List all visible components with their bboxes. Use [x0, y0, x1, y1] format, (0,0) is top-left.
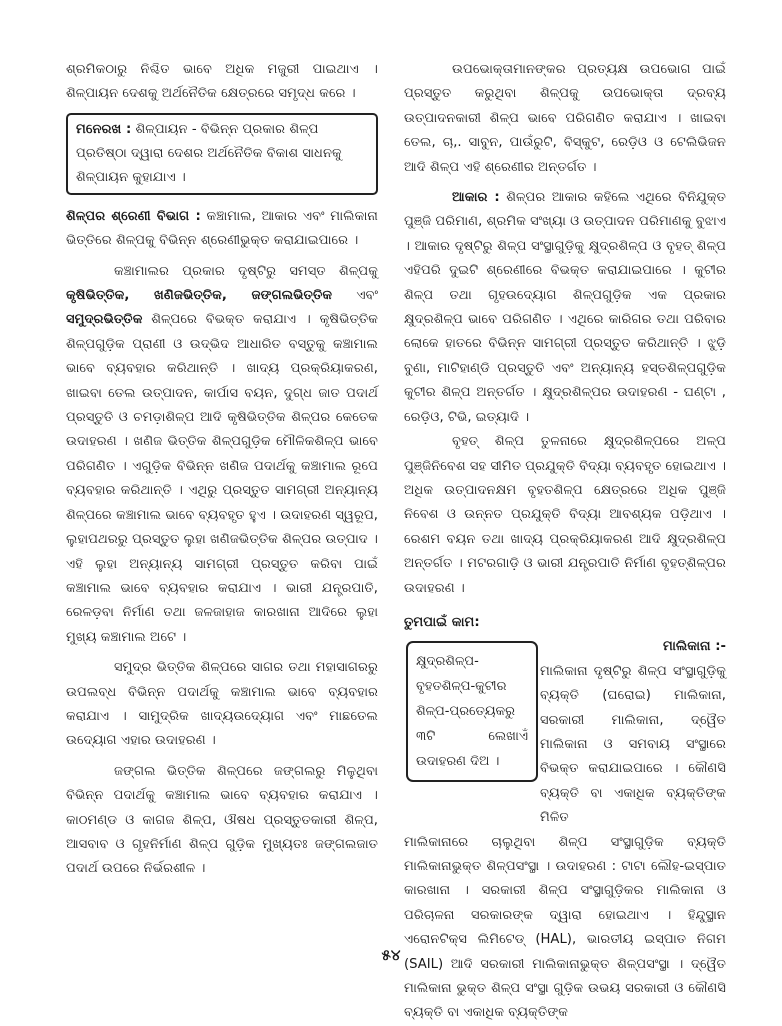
section-intro-text: କଞ୍ଚାମାଲ, ଆକାର ଏବଂ ମାଲିକାନା ଭିତ୍ତିରେ ଶିଳ୍ପକୁ ବିଭିନ୍ନ ଶ୍ରେଣୀଭୁକ୍ତ କରାଯାଇପାରେ ।	[66, 208, 378, 249]
size-text: ଶିଳ୍ପର ଆକାର କହିଲେ ଏଥିରେ ବିନିଯୁକ୍ତ ପୁଞ୍ଜି ପରିମାଣ, ଶ୍ରମିକ ସଂଖ୍ୟା ଓ ଉତ୍ପାଦନ ପରିମାଣକୁ ବୁଝାଏ । ଆକାର ଦୃଷ୍ଟିରୁ ଶିଳ୍ପ ସଂସ୍ଥାଗୁଡ଼ିକୁ କ୍ଷୁଦ୍ରଶିଳ୍ପ ଓ ବୃହତ୍ ଶିଳ୍ପ ଏହିପରି ଦୁଇଟି ଶ୍ରେଣୀରେ ବିଭକ୍ତ କରାଯାଇପାରେ । କୁଟୀର ଶିଳ୍ପ ତଥା ଗୃହଉଦ୍ୟୋଗ ଶିଳ୍ପଗୁଡ଼ିକ ଏକ ପ୍ରକାର କ୍ଷୁଦ୍ରଶିଳ୍ପ ଭାବେ ପରିଗଣିତ । ଏଥିରେ କାରିଗର ତଥା ପରିବାର ଲୋକେ ହାତରେ ବିଭିନ୍ନ ସାମଗ୍ରୀ ପ୍ରସ୍ତୁତ କରିଥାନ୍ତି । ଝୁଡ଼ି ବୁଣା, ମାଟିହାଣ୍ଡି ପ୍ରସ୍ତୁତି ଏବଂ ଅନ୍ୟାନ୍ୟ ହସ୍ତଶିଳ୍ପଗୁଡ଼ିକ କୁଟୀର ଶିଳ୍ପ ଅନ୍ତର୍ଗତ । କ୍ଷୁଦ୍ରଶିଳ୍ପର ଉଦାହରଣ - ଘଣ୍ଟା , ରେଡ଼ିଓ, ଟିଭି, ଇତ୍ୟାଦି ।	[404, 190, 726, 425]
marine-industry-paragraph: ସମୁଦ୍ର ଭିତ୍ତିକ ଶିଳ୍ପରେ ସାଗର ତଥା ମହାସାଗରରୁ ଉପଲବ୍ଧ ବିଭିନ୍ନ ପଦାର୍ଥକୁ କଞ୍ଚାମାଲ ଭାବେ ବ୍ୟବହାର କରାଯାଏ । ସାମୁଦ୍ରିକ ଖାଦ୍ୟଉଦ୍ୟୋଗ ଏବଂ ମାଛତେଲ ଉଦ୍ୟୋଗ ଏହାର ଉଦାହରଣ ।	[66, 660, 378, 749]
classification-paragraph	[66, 205, 378, 254]
section-heading: ଶିଳ୍ପର ଶ୍ରେଣୀ ବିଭାଗ :	[66, 208, 201, 224]
raw-material-text-start: କଞ୍ଚାମାଲର ପ୍ରକାର ଦୃଷ୍ଟିରୁ ସମସ୍ତ ଶିଳ୍ପକୁ	[114, 263, 378, 279]
page-number: ୫୪	[381, 946, 401, 964]
category-terms-bold: କୃଷିଭିତ୍ତିକ, ଖଣିଜଭିତ୍ତିକ, ଜଙ୍ଗଲଭିତ୍ତିକ	[66, 288, 333, 304]
consumer-goods-paragraph: ଉପଭୋକ୍ତାମାନଙ୍କର ପ୍ରତ୍ୟକ୍ଷ ଉପଭୋଗ ପାଇଁ ପ୍ରସ୍ତୁତ କରୁଥିବା ଶିଳ୍ପକୁ ଉପଭୋକ୍ତା ଦ୍ରବ୍ୟ ଉତ୍ପାଦନକାରୀ ଶିଳ୍ପ ଭାବେ ପରିଗଣିତ କରାଯାଏ । ଖାଇବା ତେଲ, ଚା,. ସାବୁନ, ପାଉଁରୁଟି, ବିସ୍କୁଟ, ରେଡ଼ିଓ ଓ ଟେଲିଭିଜନ ଆଦି ଶିଳ୍ପ ଏହି ଶ୍ରେଣୀର ଅନ୍ତର୍ଗତ ।	[404, 62, 726, 175]
remember-text: ଶିଳ୍ପାୟନ - ବିଭିନ୍ନ ପ୍ରକାର ଶିଳ୍ପ ପ୍ରତିଷ୍ଠା ଦ୍ୱାରା ଦେଶର ଅର୍ଥନୈତିକ ବିକାଶ ସାଧନକୁ ଶିଳ୍ପାୟନ କୁହାଯାଏ ।	[76, 121, 342, 185]
left-paragraph-intro: ଶ୍ରମିକଠାରୁ ନିଶ୍ଚିତ ଭାବେ ଅଧିକ ମଜୁରୀ ପାଇଥାଏ । ଶିଳ୍ପାୟନ ଦେଶକୁ ଅର୍ଥନୈତିକ କ୍ଷେତ୍ରରେ ସମୃଦ୍ଧ କରେ ।	[66, 62, 378, 102]
remember-label: ମନେରଖ :	[76, 121, 132, 137]
ownership-text-part1: ମାଲିକାନା ଦୃଷ୍ଟିରୁ ଶିଳ୍ପ ସଂସ୍ଥାଗୁଡ଼ିକୁ ବ୍ୟକ୍ତି (ଘରୋଇ) ମାଲିକାନା, ସରକାରୀ ମାଲିକାନା, ଦ୍ୱୈତ ମାଲିକାନା ଓ ସମବାୟ ସଂସ୍ଥାରେ ବିଭକ୍ତ କରାଯାଇପାରେ । କୌଣସି ବ୍ୟକ୍ତି ବା ଏକାଧିକ ବ୍ୟକ୍ତିଙ୍କ ମିଳିତ	[540, 663, 726, 826]
ownership-section	[404, 635, 726, 1026]
remember-box	[66, 113, 378, 195]
large-industry-paragraph: ବୃହତ୍ ଶିଳ୍ପ ତୁଳନାରେ କ୍ଷୁଦ୍ରଶିଳ୍ପରେ ଅଳ୍ପ ପୁଞ୍ଜିନିବେଶ ସହ ସୀମିତ ପ୍ରଯୁକ୍ତି ବିଦ୍ୟା ବ୍ୟବହୃତ ହୋଇଥାଏ । ଅଧିକ ଉତ୍ପାଦନକ୍ଷମ ବୃହତଶିଳ୍ପ କ୍ଷେତ୍ରରେ ଅଧିକ ପୁଞ୍ଜି ନିବେଶ ଓ ଉନ୍ନତ ପ୍ରଯୁକ୍ତି ବିଦ୍ୟା ଆବଶ୍ୟକ ପଡ଼ିଥାଏ । ରେଶମ ବୟନ ତଥା ଖାଦ୍ୟ ପ୍ରକ୍ରିୟାକରଣ ଆଦି କ୍ଷୁଦ୍ରଶିଳ୍ପ ଅନ୍ତର୍ଗତ । ମଟରଗାଡ଼ି ଓ ଭାରୀ ଯନ୍ତ୍ରପାତି ନିର୍ମାଣ ବୃହତ୍ଶିଳ୍ପର ଉଦାହରଣ ।	[404, 434, 726, 596]
ownership-text-part2: ମାଲିକାନାରେ ଚାଲୁଥିବା ଶିଳ୍ପ ସଂସ୍ଥାଗୁଡ଼ିକ ବ୍ୟକ୍ତି ମାଲିକାନାଭୁକ୍ତ ଶିଳ୍ପସଂସ୍ଥା । ଉଦାହରଣ : ଟାଟା ଲୌହ-ଇସ୍ପାତ କାରଖାନା । ସରକାରୀ ଶିଳ୍ପ ସଂସ୍ଥାଗୁଡ଼ିକର ମାଲିକାନା ଓ ପରିଚାଳନା ସରକାରଙ୍କ ଦ୍ୱାରା ହୋଇଥାଏ । ହିନ୍ଦୁସ୍ଥାନ ଏରୋନଟିକ୍ସ ଲିମିଟେଡ୍ (HAL), ଭାରତୀୟ ଇସ୍ପାତ ନିଗମ (SAIL) ଆଦି ସରକାରୀ ମାଲିକାନାଭୁକ୍ତ ଶିଳ୍ପସଂସ୍ଥା । ଦ୍ୱୈତ ମାଲିକାନା ଭୁକ୍ତ ଶିଳ୍ପ ସଂସ୍ଥା ଗୁଡ଼ିକ ଉଭୟ ସରକାରୀ ଓ କୌଣସି ବ୍ୟକ୍ତି ବା ଏକାଧିକ ବ୍ୟକ୍ତିଙ୍କ	[404, 834, 726, 1021]
task-box: କ୍ଷୁଦ୍ରଶିଳ୍ପ- ବୃହତଶିଳ୍ପ-କୁଟୀର ଶିଳ୍ପ-ପ୍ରତ୍ୟେକରୁ ୩ଟି ଲେଖାଏଁ ଉଦାହରଣ ଦିଅ ।	[406, 641, 538, 782]
left-column	[66, 58, 378, 882]
task-heading: ତୁମପାଇଁ କାମ:	[404, 614, 480, 630]
marine-term-bold: ସମୁଦ୍ରଭିତ୍ତିକ	[66, 312, 143, 328]
size-paragraph	[404, 186, 726, 430]
conjunction-text: ଏବଂ	[356, 288, 378, 304]
right-column	[404, 58, 726, 1026]
size-heading: ଆକାର :	[452, 190, 500, 206]
forest-industry-paragraph: ଜଙ୍ଗଲ ଭିତ୍ତିକ ଶିଳ୍ପରେ ଜଙ୍ଗଲରୁ ମିଳୁଥିବା ବିଭିନ୍ନ ପଦାର୍ଥକୁ କଞ୍ଚାମାଲ ଭାବେ ବ୍ୟବହାର କରାଯାଏ । କାଠମଣ୍ଡ ଓ କାଗଜ ଶିଳ୍ପ, ଔଷଧ ପ୍ରସ୍ତୁତକାରୀ ଶିଳ୍ପ, ଆସବାବ ଓ ଗୃହନିର୍ମାଣ ଶିଳ୍ପ ଗୁଡ଼ିକ ମୁଖ୍ୟତଃ ଜଙ୍ଗଲଜାତ ପଦାର୍ଥ ଉପରେ ନିର୍ଭରଶୀଳ ।	[66, 763, 378, 877]
ownership-heading: ମାଲିକାନା :-	[662, 639, 726, 655]
ownership-text-beside-box	[540, 635, 726, 830]
raw-material-paragraph	[66, 260, 378, 651]
raw-material-text-rest: ଶିଳ୍ପରେ ବିଭକ୍ତ କରାଯାଏ । କୃଷିଭିତ୍ତିକ ଶିଳ୍ପଗୁଡ଼ିକ ପ୍ରାଣୀ ଓ ଉଦ୍ଭିଦ ଆଧାରିତ ବସ୍ତୁକୁ କଞ୍ଚାମାଲ ଭାବେ ବ୍ୟବହାର କରିଥାନ୍ତି । ଖାଦ୍ୟ ପ୍ରକ୍ରିୟାକରଣ, ଖାଇବା ତେଲ ଉତ୍ପାଦନ, କାର୍ପାସ ବୟନ, ଦୁଗ୍ଧ ଜାତ ପଦାର୍ଥ ପ୍ରସ୍ତୁତି ଓ ଚମଡ଼ାଶିଳ୍ପ ଆଦି କୃଷିଭିତ୍ତିକ ଶିଳ୍ପର କେତେକ ଉଦାହରଣ । ଖଣିଜ ଭିତ୍ତିକ ଶିଳ୍ପଗୁଡ଼ିକ ମୌଳିକଶିଳ୍ପ ଭାବେ ପରିଗଣିତ । ଏଗୁଡ଼ିକ ବିଭିନ୍ନ ଖଣିଜ ପଦାର୍ଥକୁ କଞ୍ଚାମାଲ ରୂପେ ବ୍ୟବହାର କରିଥାନ୍ତି । ଏଥିରୁ ପ୍ରସ୍ତୁତ ସାମଗ୍ରୀ ଅନ୍ୟାନ୍ୟ ଶିଳ୍ପରେ କଞ୍ଚାମାଲ ଭାବେ ବ୍ୟବହୃତ ହୁଏ । ଉଦାହରଣ ସ୍ୱରୂପ, ଲୁହାପଥରରୁ ପ୍ରସ୍ତୁତ ଲୁହା ଖଣିଜଭିତ୍ତିକ ଶିଳ୍ପର ଉତ୍ପାଦ । ଏହି ଲୁହା ଅନ୍ୟାନ୍ୟ ସାମଗ୍ରୀ ପ୍ରସ୍ତୁତ କରିବା ପାଇଁ କଞ୍ଚାମାଲ ଭାବେ ବ୍ୟବହାର କରାଯାଏ । ଭାରୀ ଯନ୍ତ୍ରପାତି, ରେଳଡ଼ବା ନିର୍ମାଣ ତଥା ଜଳଜାହାଜ କାରଖାନା ଆଦିରେ ଲୁହା ମୁଖ୍ୟ କଞ୍ଚାମାଲ ଅଟେ ।	[66, 312, 378, 645]
